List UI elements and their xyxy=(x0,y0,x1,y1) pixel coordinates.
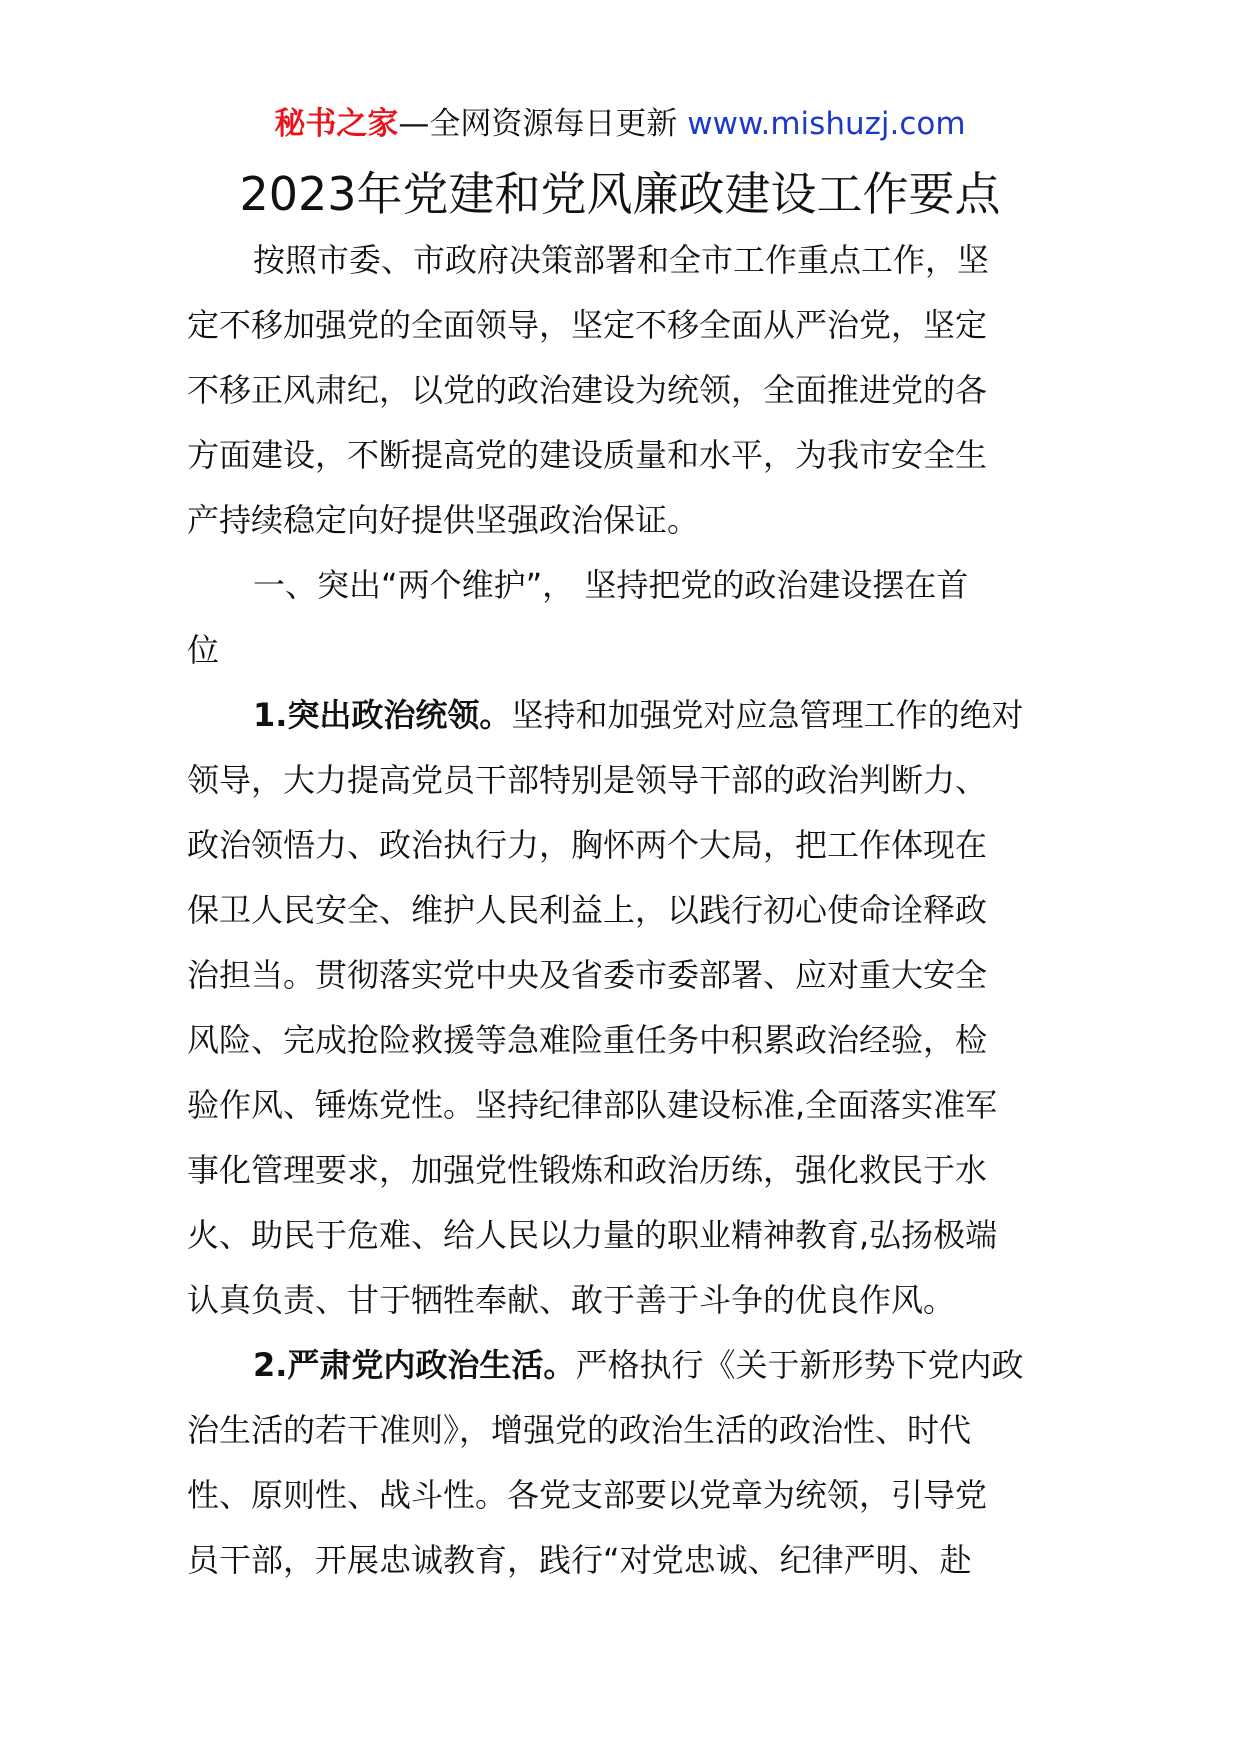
item-lead: 1.突出政治统领。 xyxy=(253,696,512,734)
document-body xyxy=(187,228,1057,1593)
paragraph-line: 火、助民于危难、给人民以力量的职业精神教育,弘扬极端 xyxy=(187,1216,998,1254)
item-text: 坚持和加强党对应急管理工作的绝对 xyxy=(511,696,1024,734)
paragraph-line: 方面建设，不断提高党的建设质量和水平，为我市安全生 xyxy=(187,436,988,474)
paragraph-line: 按照市委、市政府决策部署和全市工作重点工作，坚 xyxy=(253,241,990,279)
document-title: 2023年党建和党风廉政建设工作要点 xyxy=(239,167,1001,221)
paragraph-line: 保卫人民安全、维护人民利益上，以践行初心使命诠释政 xyxy=(187,891,988,929)
paragraph-line: 员干部，开展忠诚教育，践行“对党忠诚、纪律严明、赴 xyxy=(187,1541,972,1579)
paragraph-line: 事化管理要求，加强党性锻炼和政治历练，强化救民于水 xyxy=(187,1151,988,1189)
site-name: 秘书之家 xyxy=(274,106,399,142)
paragraph-line xyxy=(187,683,1057,748)
paragraph-line: 认真负责、甘于牺牲奉献、敢于善于斗争的优良作风。 xyxy=(187,1281,956,1319)
intro-paragraph xyxy=(187,228,1057,553)
paragraph-line: 产持续稳定向好提供坚强政治保证。 xyxy=(187,501,700,539)
paragraph-line: 验作风、锤炼党性。坚持纪律部队建设标准,全面落实准军 xyxy=(187,1086,998,1124)
item-lead: 2.严肃党内政治生活。 xyxy=(253,1346,576,1384)
paragraph-line: 风险、完成抢险救援等急难险重任务中积累政治经验，检 xyxy=(187,1021,988,1059)
section-heading xyxy=(187,553,1057,683)
paragraph-line: 治担当。贯彻落实党中央及省委市委部署、应对重大安全 xyxy=(187,956,988,994)
item-text: 严格执行《关于新形势下党内政 xyxy=(575,1346,1024,1384)
paragraph-line: 定不移加强党的全面领导，坚定不移全面从严治党，坚定 xyxy=(187,306,988,344)
site-header xyxy=(0,102,1240,146)
item-paragraph-1 xyxy=(187,683,1057,1333)
heading-line: 一、突出“两个维护”， 坚持把党的政治建设摆在首 xyxy=(253,566,969,604)
site-tagline: —全网资源每日更新 xyxy=(398,106,688,142)
paragraph-line: 不移正风肃纪，以党的政治建设为统领，全面推进党的各 xyxy=(187,371,988,409)
site-url-link[interactable]: www.mishuzj.com xyxy=(687,106,966,142)
paragraph-line: 性、原则性、战斗性。各党支部要以党章为统领，引导党 xyxy=(187,1476,988,1514)
item-paragraph-2 xyxy=(187,1333,1057,1593)
heading-line: 位 xyxy=(187,631,220,669)
paragraph-line: 治生活的若干准则》，增强党的政治生活的政治性、时代 xyxy=(187,1411,972,1449)
paragraph-line: 政治领悟力、政治执行力，胸怀两个大局，把工作体现在 xyxy=(187,826,988,864)
paragraph-line: 领导，大力提高党员干部特别是领导干部的政治判断力、 xyxy=(187,761,988,799)
paragraph-line xyxy=(187,1333,1057,1398)
